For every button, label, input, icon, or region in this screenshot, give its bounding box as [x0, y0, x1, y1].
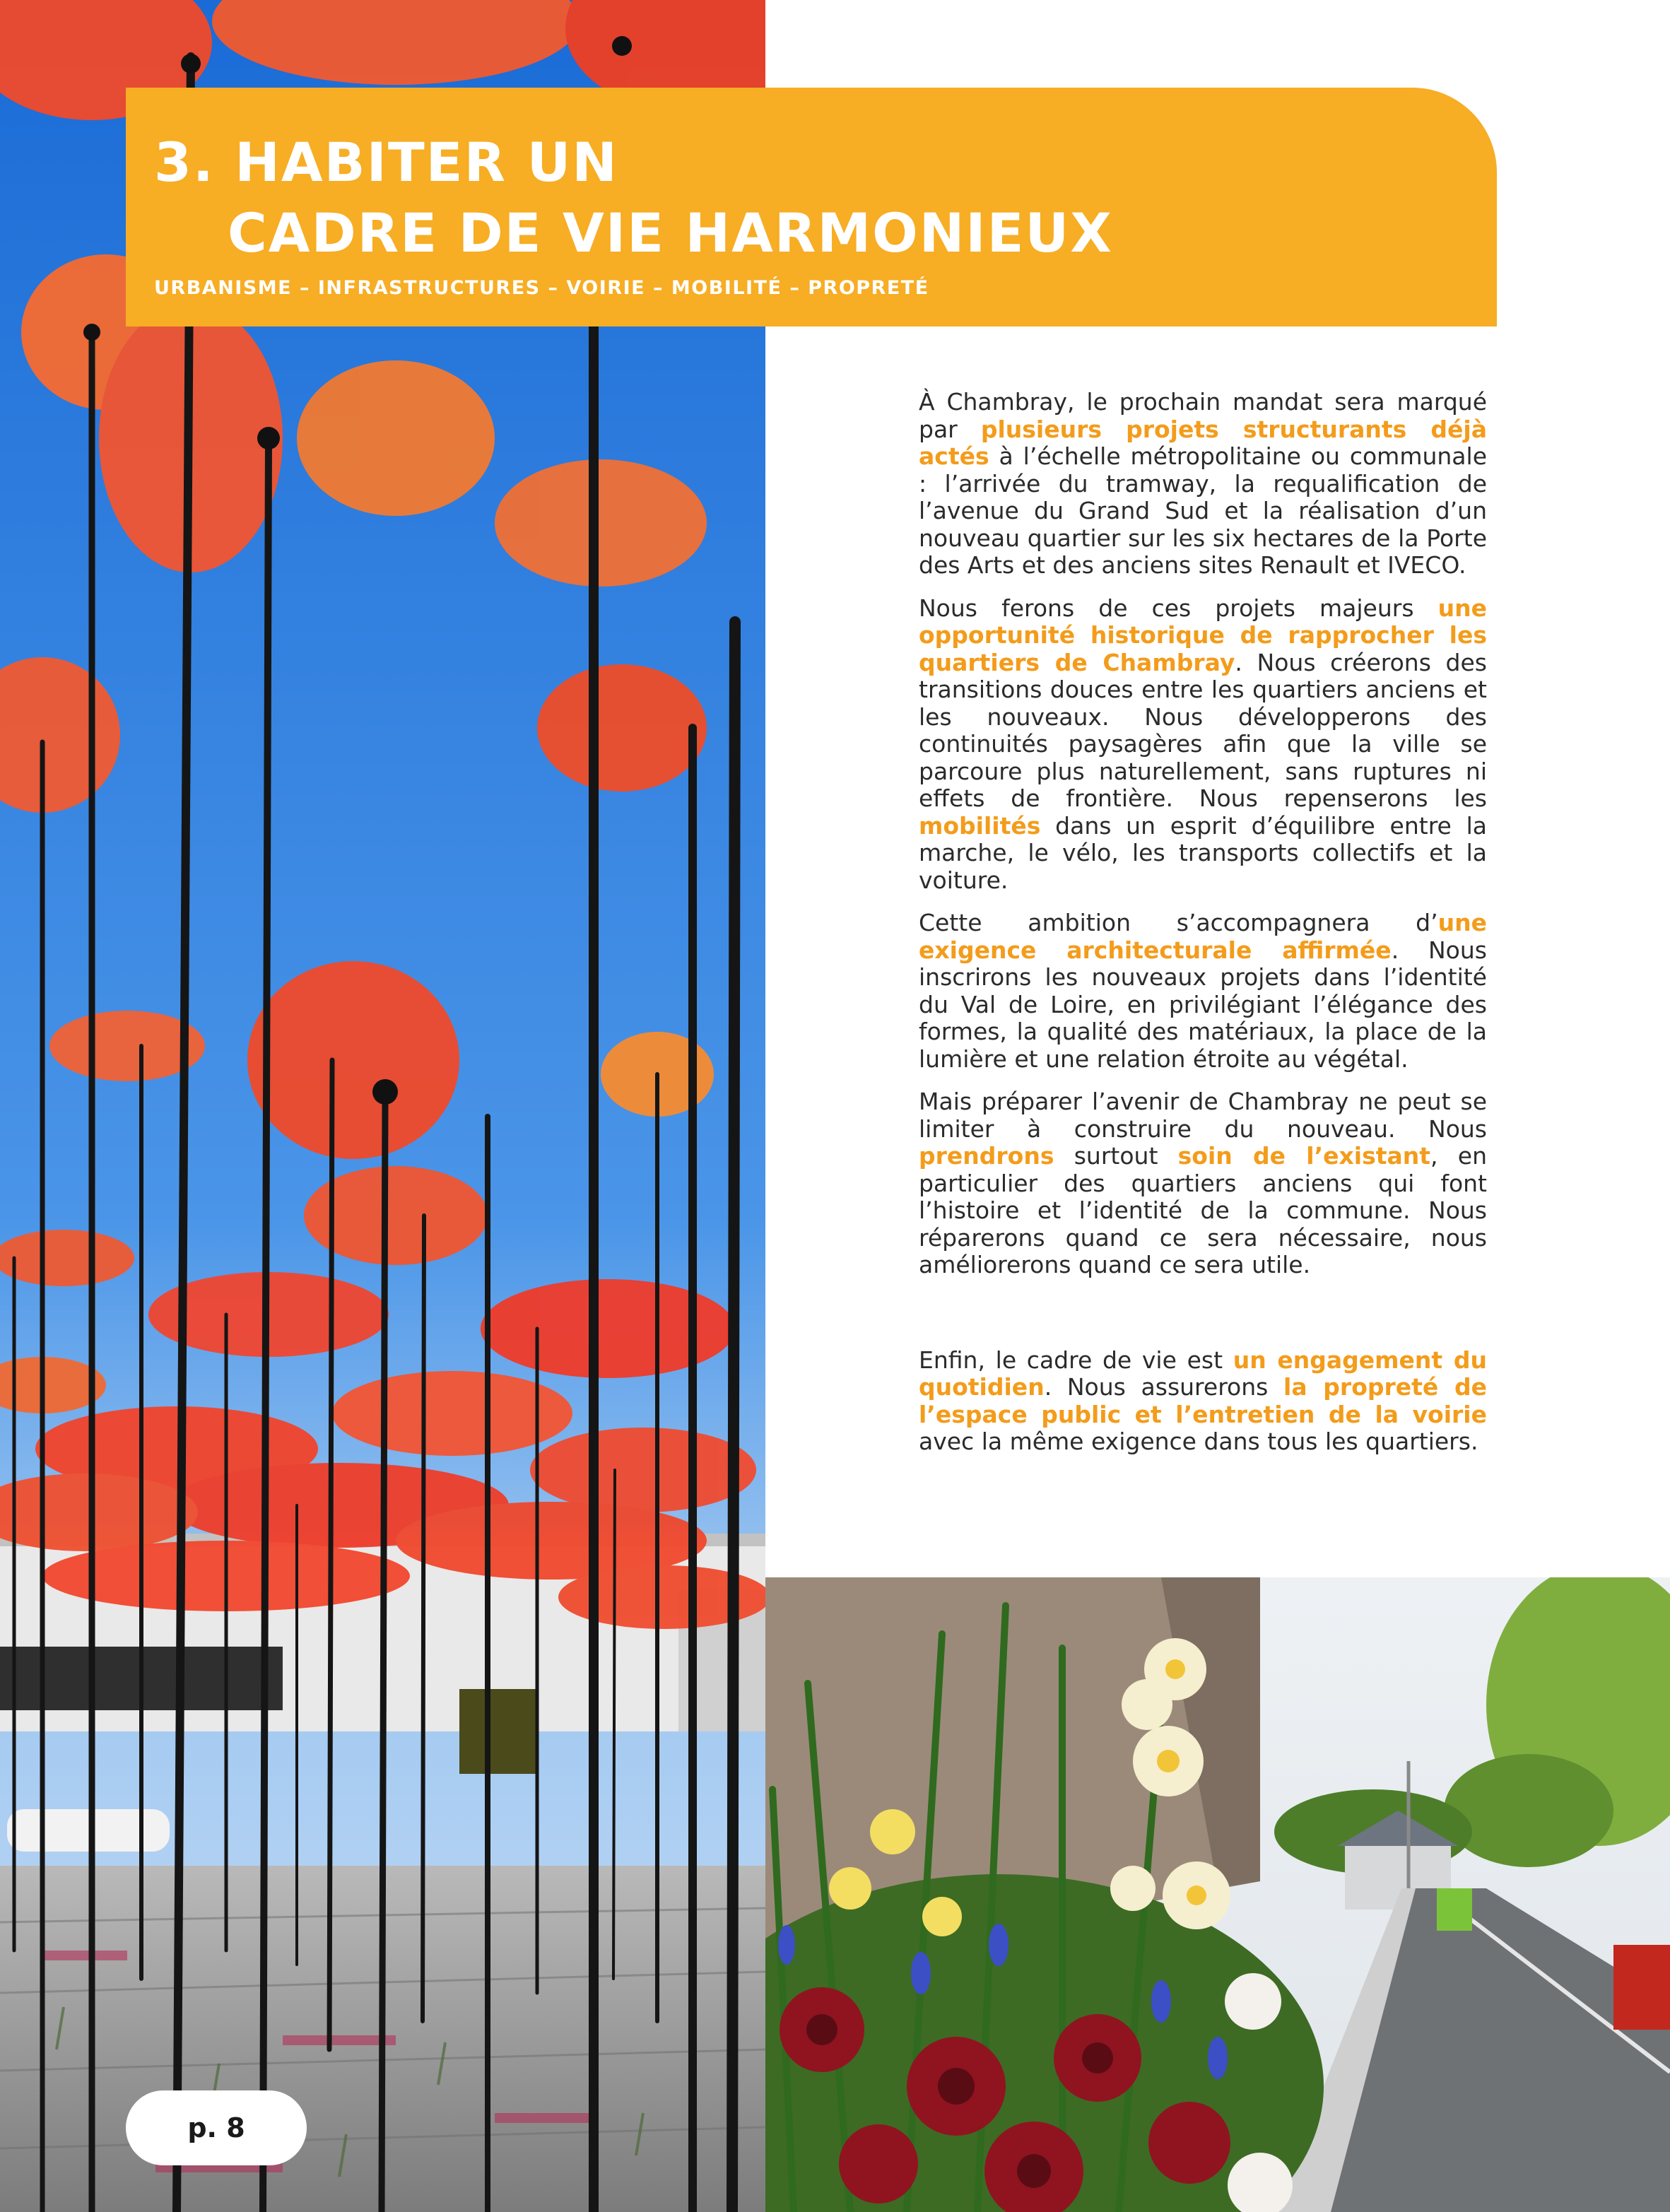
highlight: la propreté de l’espace public et l’entretien de la voirie: [919, 1373, 1487, 1428]
text: . Nous inscrirons les nouveaux projets dans l’identité du Val de Loire, en privilégiant l’élégance des formes, la qualité des matériaux, la place de la lumière et une relation étroite au végétal.: [919, 936, 1487, 1073]
text: À Chambray, le prochain mandat sera marqué par: [919, 388, 1487, 443]
paragraph-5: [919, 1347, 1487, 1456]
text: surtout: [1054, 1142, 1178, 1170]
section-title-line-1: 3. HABITER UN: [154, 131, 618, 194]
page-number-badge: [126, 2090, 307, 2165]
text: , en particulier des quartiers anciens qui font l’histoire et l’identité de la commune. Nous réparerons quand ce sera nécessaire, nous améliorerons quand ce sera utile.: [919, 1142, 1488, 1278]
section-title-line-2: CADRE DE VIE HARMONIEUX: [228, 201, 1113, 264]
paragraph-4: [919, 1088, 1487, 1279]
highlight: un engagement du quotidien: [919, 1346, 1487, 1401]
section-title: [154, 127, 1497, 269]
article-body: [919, 389, 1487, 1471]
text: Enfin, le cadre de vie est: [919, 1346, 1233, 1374]
text: à l’échelle métropolitaine ou communale : l’arrivée du tramway, la requalification de l’avenue du Grand Sud et la réalisation d’un nouveau quartier sur les six hectares de la Porte des Arts et des anciens sites Renault et IVECO.: [919, 442, 1487, 579]
paragraph-1: [919, 389, 1487, 580]
text: avec la même exigence dans tous les quartiers.: [919, 1428, 1478, 1455]
sculpture-photo: [0, 0, 765, 2212]
text: Mais préparer l’avenir de Chambray ne peut se limiter à construire du nouveau. Nous: [919, 1088, 1487, 1143]
highlight: mobilités: [919, 811, 1041, 840]
page-number: p. 8: [187, 2112, 245, 2143]
highlight: soin de l’existant: [1177, 1142, 1431, 1170]
section-header-banner: [126, 88, 1497, 326]
paragraph-2: [919, 595, 1487, 895]
paragraph-3: [919, 910, 1487, 1073]
section-subtitle: URBANISME – INFRASTRUCTURES – VOIRIE – MOBILITÉ – PROPRETÉ: [154, 277, 929, 299]
highlight: plusieurs projets structurants déjà actés: [919, 415, 1487, 470]
highlight: une exigence architecturale affirmée: [919, 909, 1487, 964]
text: . Nous créerons des transitions douces entre les quartiers anciens et les nouveaux. Nous développerons des continuités paysagères afin que la ville se parcoure plus naturellement, sans ruptures ni effets de frontière. Nous repenserons les: [919, 648, 1487, 812]
text: . Nous assurerons: [1044, 1373, 1284, 1401]
text: Nous ferons de ces projets majeurs: [919, 594, 1438, 622]
highlight: une opportunité historique de rapprocher les quartiers de Chambray: [919, 594, 1487, 676]
flowers-street-photo: [765, 1577, 1670, 2212]
highlight: prendrons: [919, 1142, 1054, 1170]
text: dans un esprit d’équilibre entre la marche, le vélo, les transports collectifs et la voiture.: [919, 811, 1487, 894]
text: Cette ambition s’accompagnera d’: [919, 909, 1438, 936]
